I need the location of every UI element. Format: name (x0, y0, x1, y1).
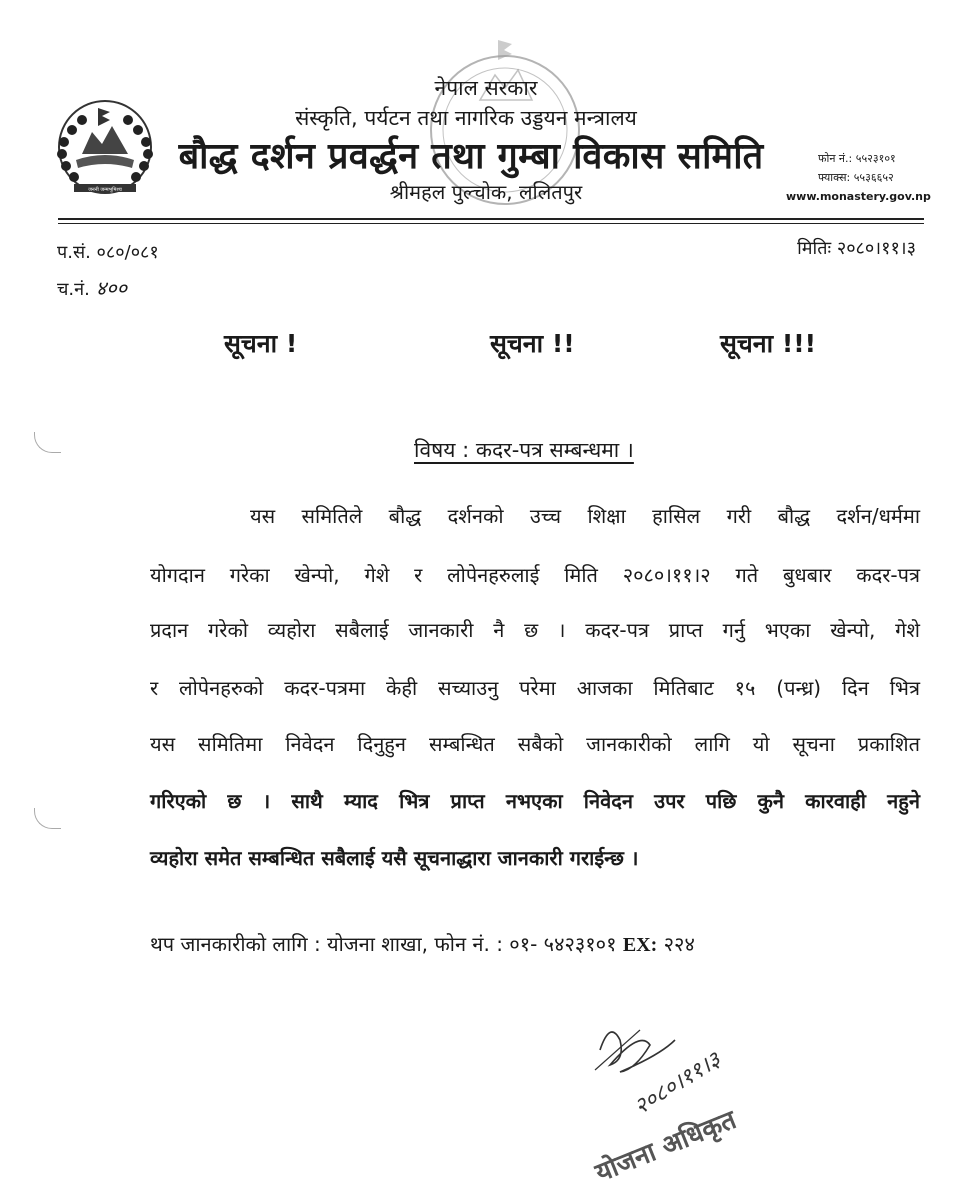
body-line: यस समितिमा निवेदन दिनुहुन सम्बन्धित सबैको जानकारीको लागि यो सूचना प्रकाशित (150, 732, 920, 756)
chalan-label: च.नं. (57, 279, 90, 300)
header-divider-thin (58, 223, 924, 224)
government-name: नेपाल सरकार (434, 76, 538, 100)
svg-text:२०८०।११।३: २०८०।११।३ (629, 1047, 726, 1121)
ministry-name: संस्कृति, पर्यटन तथा नागरिक उड्डयन मन्त्रालय (295, 106, 637, 130)
chalan-value: ४०० (95, 276, 128, 300)
signature-stamp (580, 1010, 780, 1190)
website-link[interactable]: www.monastery.gov.np (786, 190, 931, 203)
subject-line: विषय : कदर-पत्र सम्बन्धमा । (414, 438, 634, 462)
phone-number: फोन नं.: ५५२३१०१ (818, 152, 896, 165)
body-line: र लोपेनहरुको कदर-पत्रमा केही सच्याउनु परेमा आजका मितिबाट १५ (पन्ध्र) दिन भित्र (150, 676, 920, 700)
notice-heading-2: सूचना !! (490, 329, 575, 358)
notice-heading-1: सूचना ! (224, 329, 298, 358)
svg-text:जननी जन्मभूमिश्च: जननी जन्मभूमिश्च (88, 187, 122, 193)
punch-hole (34, 808, 61, 829)
nepal-emblem-logo (52, 92, 158, 202)
header-divider (58, 218, 924, 220)
document-date: मितिः २०८०।११।३ (797, 238, 916, 259)
extension-label: EX: (622, 934, 658, 956)
organization-address: श्रीमहल पुल्चोक, ललितपुर (389, 180, 583, 204)
notice-heading-3: सूचना !!! (720, 329, 817, 358)
chalan-number (57, 274, 127, 301)
body-line: योगदान गरेका खेन्पो, गेशे र लोपेनहरुलाई मिति २०८०।११।२ गते बुधबार कदर-पत्र (150, 563, 920, 587)
contact-info-line (150, 930, 695, 957)
contact-info-text: थप जानकारीको लागि : योजना शाखा, फोन नं. : ०१- ५४२३१०१ (150, 932, 617, 956)
organization-name: बौद्ध दर्शन प्रवर्द्धन तथा गुम्बा विकास समिति (178, 136, 764, 177)
reference-number: प.सं. ०८०/०८१ (57, 242, 159, 263)
fax-number: फ्याक्स: ५५३६६५२ (818, 171, 894, 184)
body-line: यस समितिले बौद्ध दर्शनको उच्च शिक्षा हासिल गरी बौद्ध दर्शन/धर्ममा (250, 504, 920, 528)
body-line: गरिएको छ । साथै म्याद भित्र प्राप्त नभएका निवेदन उपर पछि कुनै कारवाही नहुने (150, 789, 920, 813)
body-line: प्रदान गरेको व्यहोरा सबैलाई जानकारी नै छ । कदर-पत्र प्राप्त गर्नु भएका खेन्पो, गेशे (150, 618, 920, 642)
body-line: व्यहोरा समेत सम्बन्धित सबैलाई यसै सूचनाद्धारा जानकारी गराईन्छ । (150, 846, 639, 870)
extension-value: २२४ (663, 932, 695, 956)
svg-text:योजना अधिकृत: योजना अधिकृत (591, 1104, 741, 1189)
punch-hole (34, 432, 61, 453)
